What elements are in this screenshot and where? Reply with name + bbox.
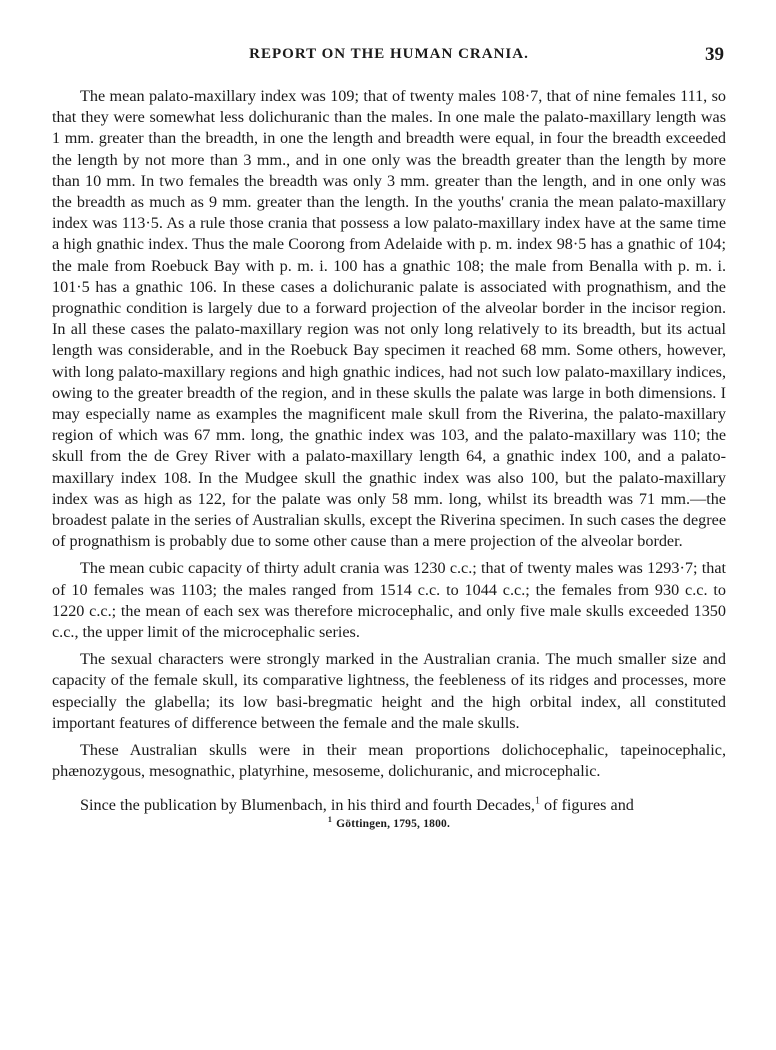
footnote-text: Göttingen, 1795, 1800. [336,817,451,830]
paragraph-blumenbach-text-after: of figures and [539,795,634,814]
page [52,40,726,830]
paragraph-palato-maxillary: The mean palato-maxillary index was 109; that of twenty males 108·7, that of nine females 111, so that they were somewhat less dolichuranic than the males. In one male the palato-maxillary length was 1 mm. greater than the breadth, in one the length and breadth were equal, in four the breadth exceeded the length by not more than 3 mm., and in one only was the breadth greater than the length by more than 10 mm. In two females the breadth was only 3 mm. greater than the length, and in one only was the breadth as much as 9 mm. greater than the length. In the youths' crania the mean palato-maxillary index was 113·5. As a rule those crania that possess a low palato-maxillary index have at the same time a high gnathic index. Thus the male Coorong from Adelaide with p. m. index 98·5 has a gnathic of 104; the male from Roebuck Bay with p. m. i. 100 has a gnathic 108; the male from Benalla with p. m. i. 101·5 has a gnathic 106. In these cases a dolichuranic palate is associated with prognathism, and the prognathic condition is largely due to a forward projection of the alveolar border in the incisor region. In all these cases the palato-maxillary region was not only long relatively to its breadth, but its actual length was considerable, and in the Roebuck Bay specimen it reached 68 mm. Some others, however, with long palato-maxillary regions and high gnathic indices, had not such low palato-maxillary indices, owing to the greater breadth of the region, and in these skulls the palate was large in both dimensions. I may especially name as examples the magnificent male skull from the Riverina, the palato-maxillary region of which was 67 mm. long, the gnathic index was 103, and the palato-maxillary was 110; the skull from the de Grey River with a palato-maxillary length 64, a gnathic index 100, and a palato-maxillary index 108. In the Mudgee skull the gnathic index was also 100, but the palato-maxillary index was as high as 122, for the palate was only 58 mm. long, whilst its breadth was 71 mm.—the broadest palate in the series of Australian skulls, except the Riverina specimen. In such cases the degree of prognathism is probably due to some other cause than a mere projection of the alveolar border. [52,87,726,551]
running-title: REPORT ON THE HUMAN CRANIA. [249,46,529,62]
running-head [52,40,726,70]
footnote-mark: 1 [327,814,333,824]
paragraph-cubic-capacity: The mean cubic capacity of thirty adult crania was 1230 c.c.; that of twenty males was 1293·7; that of 10 females was 1103; the males ranged from 1514 c.c. to 1044 c.c.; the females from 930 c.c. to 1220 c.c.; the mean of each sex was therefore microcephalic, and only five male skulls exceeded 1350 c.c., the upper limit of the microcephalic series. [52,559,726,642]
footnote [52,814,726,830]
page-number: 39 [705,44,724,65]
paragraph-blumenbach-text: Since the publication by Blumenbach, in his third and fourth Decades, [80,795,535,814]
paragraph-sexual-characters: The sexual characters were strongly marked in the Australian crania. The much smaller size and capacity of the female skull, its comparative lightness, the feebleness of its ridges and processes, more especially the glabella; its low basi-bregmatic height and the high orbital index, all constituted important features of difference between the female and the male skulls. [52,650,726,732]
paragraph-mean-proportions: These Australian skulls were in their mean proportions dolichocephalic, tapeinocephalic, phænozygous, mesognathic, platyrhine, mesoseme, dolichuranic, and microcephalic. [52,741,726,781]
paragraph-blumenbach [52,795,726,816]
footnote-reference: 1 [534,795,540,807]
body-text [52,86,726,816]
